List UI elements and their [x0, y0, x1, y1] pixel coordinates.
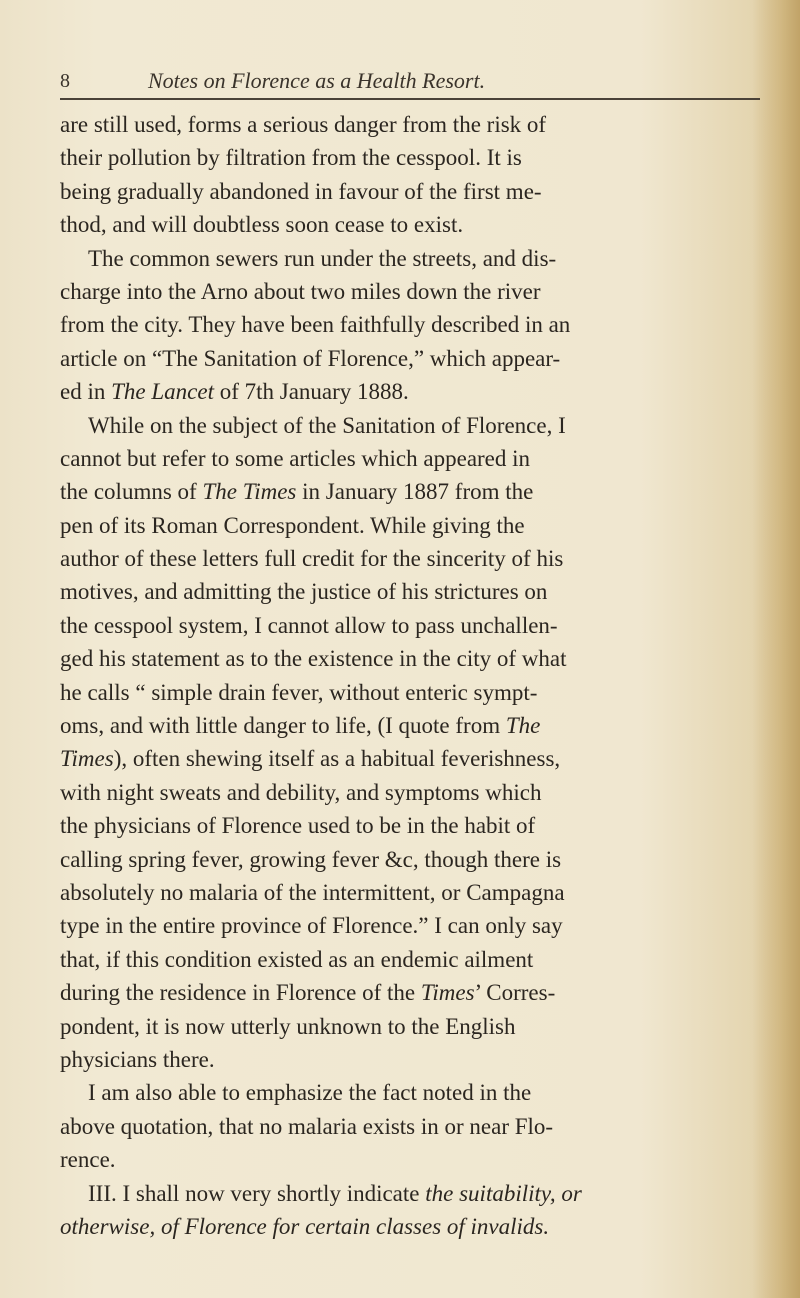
italic-title: The Lancet — [111, 379, 214, 405]
text-line: rence. — [60, 1147, 116, 1173]
text-line: pondent, it is now utterly unknown to the English — [60, 1013, 516, 1039]
running-head: Notes on Florence as a Health Resort. — [148, 68, 486, 93]
text-line: charge into the Arno about two miles down the river — [60, 278, 541, 304]
text-run: ed in — [60, 379, 112, 405]
text-line: physicians there. — [60, 1046, 215, 1072]
text-run: in January 1887 from the — [296, 479, 534, 505]
text-run: ), often shewing itself as a habitual feverishness, — [113, 746, 561, 772]
text-line: author of these letters full credit for the sincerity of his — [60, 546, 564, 572]
text-line: that, if this condition existed as an endemic ailment — [60, 946, 534, 972]
text-line: type in the entire province of Florence.” I can only say — [60, 913, 563, 939]
text-line: their pollution by filtration from the cesspool. It is — [60, 145, 522, 171]
text-line: I am also able to emphasize the fact noted in the — [88, 1080, 532, 1106]
text-line — [60, 475, 795, 508]
text-line: absolutely no malaria of the intermittent, or Campagna — [60, 879, 565, 905]
text-line: pen of its Roman Correspondent. While giving the — [60, 512, 525, 538]
text-line: being gradually abandoned in favour of the first me- — [60, 178, 542, 204]
text-line: the physicians of Florence used to be in the habit of — [60, 813, 536, 839]
text-line: cannot but refer to some articles which appeared in — [60, 445, 531, 471]
text-run: the columns of — [60, 479, 203, 505]
italic-phrase: otherwise, of Florence for certain classes of invalids. — [60, 1213, 550, 1239]
text-run: ’ Corres- — [474, 980, 556, 1006]
text-line — [60, 1210, 795, 1243]
text-line: from the city. They have been faithfully described in an — [60, 312, 571, 338]
page-number: 8 — [60, 70, 70, 92]
text-line: with night sweats and debility, and symptoms which — [60, 779, 542, 805]
text-line: The common sewers run under the streets, and dis- — [88, 245, 557, 271]
text-line: article on “The Sanitation of Florence,” which appear- — [60, 345, 561, 371]
text-line — [60, 976, 795, 1009]
italic-phrase: the suitability, or — [425, 1180, 582, 1206]
text-line: While on the subject of the Sanitation of Florence, I — [88, 412, 566, 438]
text-line: he calls “ simple drain fever, without enteric sympt- — [60, 679, 538, 705]
text-run: oms, and with little danger to life, (I quote from — [60, 713, 506, 739]
italic-title: The — [505, 713, 541, 739]
text-line — [60, 709, 795, 742]
text-line — [60, 742, 795, 775]
text-run: during the residence in Florence of the — [60, 980, 421, 1006]
body-text — [60, 108, 795, 1243]
text-line — [60, 1177, 795, 1210]
text-line: motives, and admitting the justice of his strictures on — [60, 579, 548, 605]
text-line: above quotation, that no malaria exists in or near Flo- — [60, 1113, 554, 1139]
italic-title: The Times — [202, 479, 297, 505]
page-header — [60, 62, 760, 96]
italic-title: Times — [60, 746, 114, 772]
italic-title: Times — [420, 980, 475, 1006]
text-run: of 7th January 1888. — [213, 379, 409, 405]
text-run: III. I shall now very shortly indicate — [88, 1180, 426, 1206]
text-line: ged his statement as to the existence in the city of what — [60, 646, 567, 672]
text-line: thod, and will doubtless soon cease to exist. — [60, 212, 464, 238]
header-rule — [60, 98, 760, 100]
text-line: are still used, forms a serious danger from the risk of — [60, 112, 547, 137]
text-line — [60, 375, 795, 408]
text-line: the cesspool system, I cannot allow to pass unchallen- — [60, 612, 558, 638]
text-line: calling spring fever, growing fever &c, though there is — [60, 846, 562, 872]
